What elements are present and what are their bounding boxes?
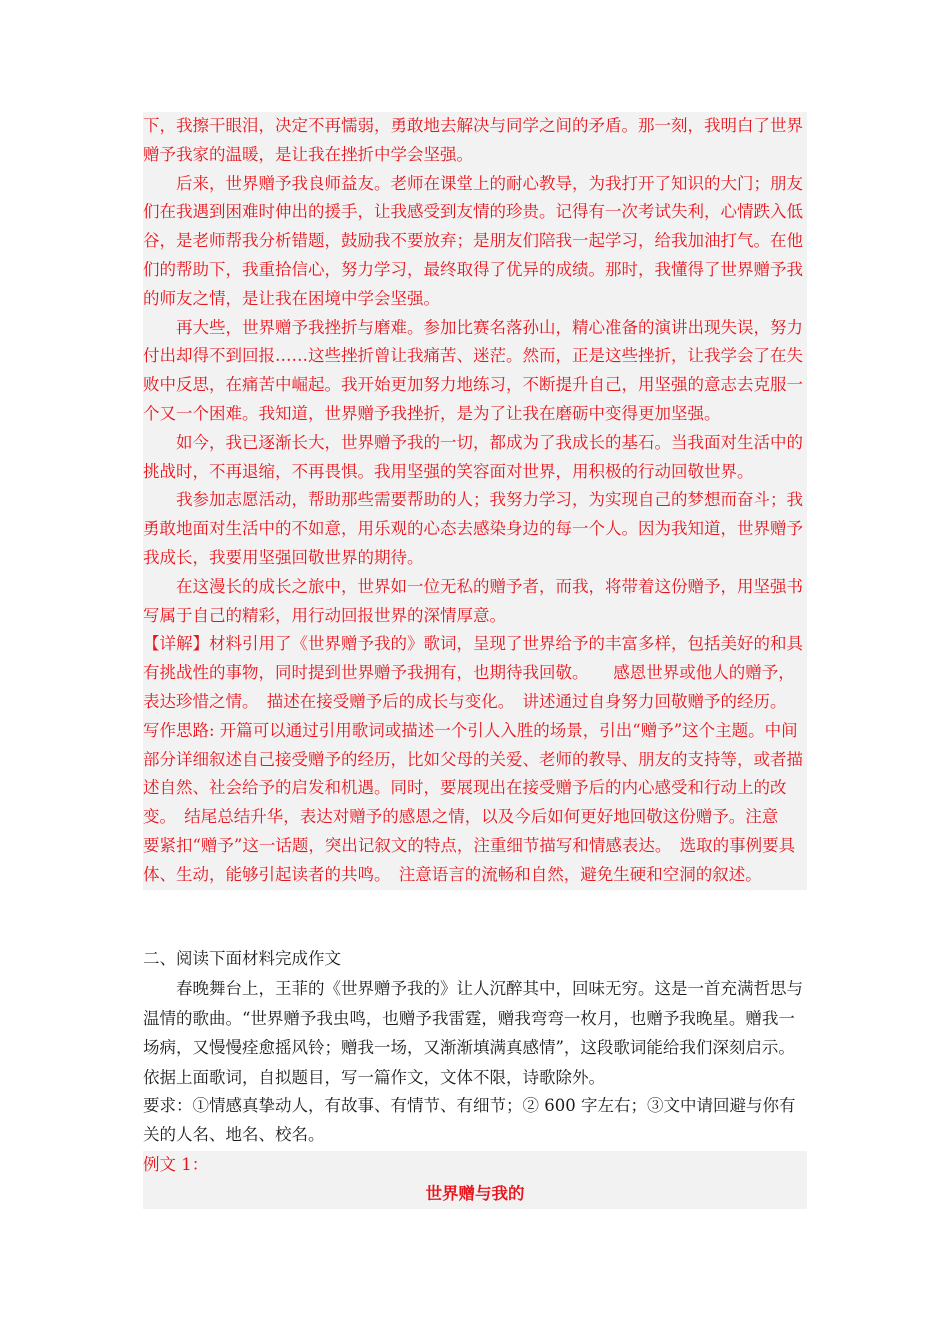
essay-paragraph: 再大些，世界赠予我挫折与磨难。参加比赛名落孙山，精心准备的演讲出现失误，努力付出却得不到回报……这些挫折曾让我痛苦、迷茫。然而，正是这些挫折，让我学会了在失败中反思，在痛苦中崛起。我开始更加努力地练习，不断提升自己，用坚强的意志去克服一个又一个困难。我知道，世界赠予我挫折，是为了让我在磨砺中变得更加坚强。 [143,317,803,423]
essay-paragraph: 后来，世界赠予我良师益友。老师在课堂上的耐心教导，为我打开了知识的大门；朋友们在我遇到困难时伸出的援手，让我感受到友情的珍贵。记得有一次考试失利，心情跌入低谷，是老师帮我分析错题，鼓励我不要放弃；是朋友们陪我一起学习，给我加油打气。在他们的帮助下，我重拾信心，努力学习，最终取得了优异的成绩。那时，我懂得了世界赠予我的师友之情，是让我在困境中学会坚强。 [143,173,803,308]
section-heading: 二、阅读下面材料完成作文 [143,949,341,968]
essay-paragraph: 在这漫长的成长之旅中，世界如一位无私的赠予者，而我，将带着这份赠予，用坚强书写属于自己的精彩，用行动回报世界的深情厚意。 [143,576,803,625]
essay-paragraph: 我参加志愿活动，帮助那些需要帮助的人；我努力学习，为实现自己的梦想而奋斗；我勇敢地面对生活中的不如意，用乐观的心态去感染身边的每一个人。因为我知道，世界赠予我成长，我要用坚强回敬世界的期待。 [143,490,803,567]
essay-paragraph: 下，我擦干眼泪，决定不再懦弱，勇敢地去解决与同学之间的矛盾。那一刻，我明白了世界赠予我家的温暖，是让我在挫折中学会坚强。 [143,116,803,164]
answer-section [143,112,807,890]
essay-paragraph: 如今，我已逐渐长大，世界赠予我的一切，都成为了我成长的基石。当我面对生活中的挑战时，不再退缩，不再畏惧。我用坚强的笑容面对世界，用积极的行动回敬世界。 [143,432,803,481]
example-section [143,1151,807,1209]
explanation-paragraph: 【详解】材料引用了《世界赠予我的》歌词，呈现了世界给予的丰富多样，包括美好的和具有挑战性的事物，同时提到世界赠予我拥有，也期待我回敬。 感恩世界或他人的赠予，表达珍惜之情。 描述在接受赠予后的成长与变化。 讲述通过自身努力回敬赠予的经历。 [143,634,803,711]
writing-approach-paragraph: 写作思路: 开篇可以通过引用歌词或描述一个引人入胜的场景，引出“赠予”这个主题。中间部分详细叙述自己接受赠予的经历，比如父母的关爱、老师的教导、朋友的支持等，或者描述自然、社会给予的启发和机遇。同时，要展现出在接受赠予后的内心感受和行动上的改变。 结尾总结升华，表达对赠予的感恩之情，以及今后如何更好地回敬这份赠予。注意 要紧扣“赠予”这一话题，突出记叙文的特点，注重细节描写和情感表达。 选取的事例要具体、生动，能够引起读者的共鸣。 注意语言的流畅和自然，避免生硬和空洞的叙述。 [143,720,803,884]
requirements-paragraph: 要求：①情感真挚动人，有故事、有情节、有细节；② 600 字左右；③文中请回避与你有关的人名、地名、校名。 [143,1096,796,1144]
example-label: 例文 1： [143,1155,209,1174]
material-paragraph: 春晚舞台上，王菲的《世界赠予我的》让人沉醉其中，回味无穷。这是一首充满哲思与温情的歌曲。“世界赠予我虫鸣，也赠予我雷霆，赠我弯弯一枚月，也赠予我晚星。赠我一场病，又慢慢痊愈摇风铃；赠我一场，又渐渐填满真感情”，这段歌词能给我们深刻启示。依据上面歌词，自拟题目，写一篇作文，文体不限，诗歌除外。 [143,979,803,1087]
example-title: 世界赠与我的 [425,1183,525,1203]
